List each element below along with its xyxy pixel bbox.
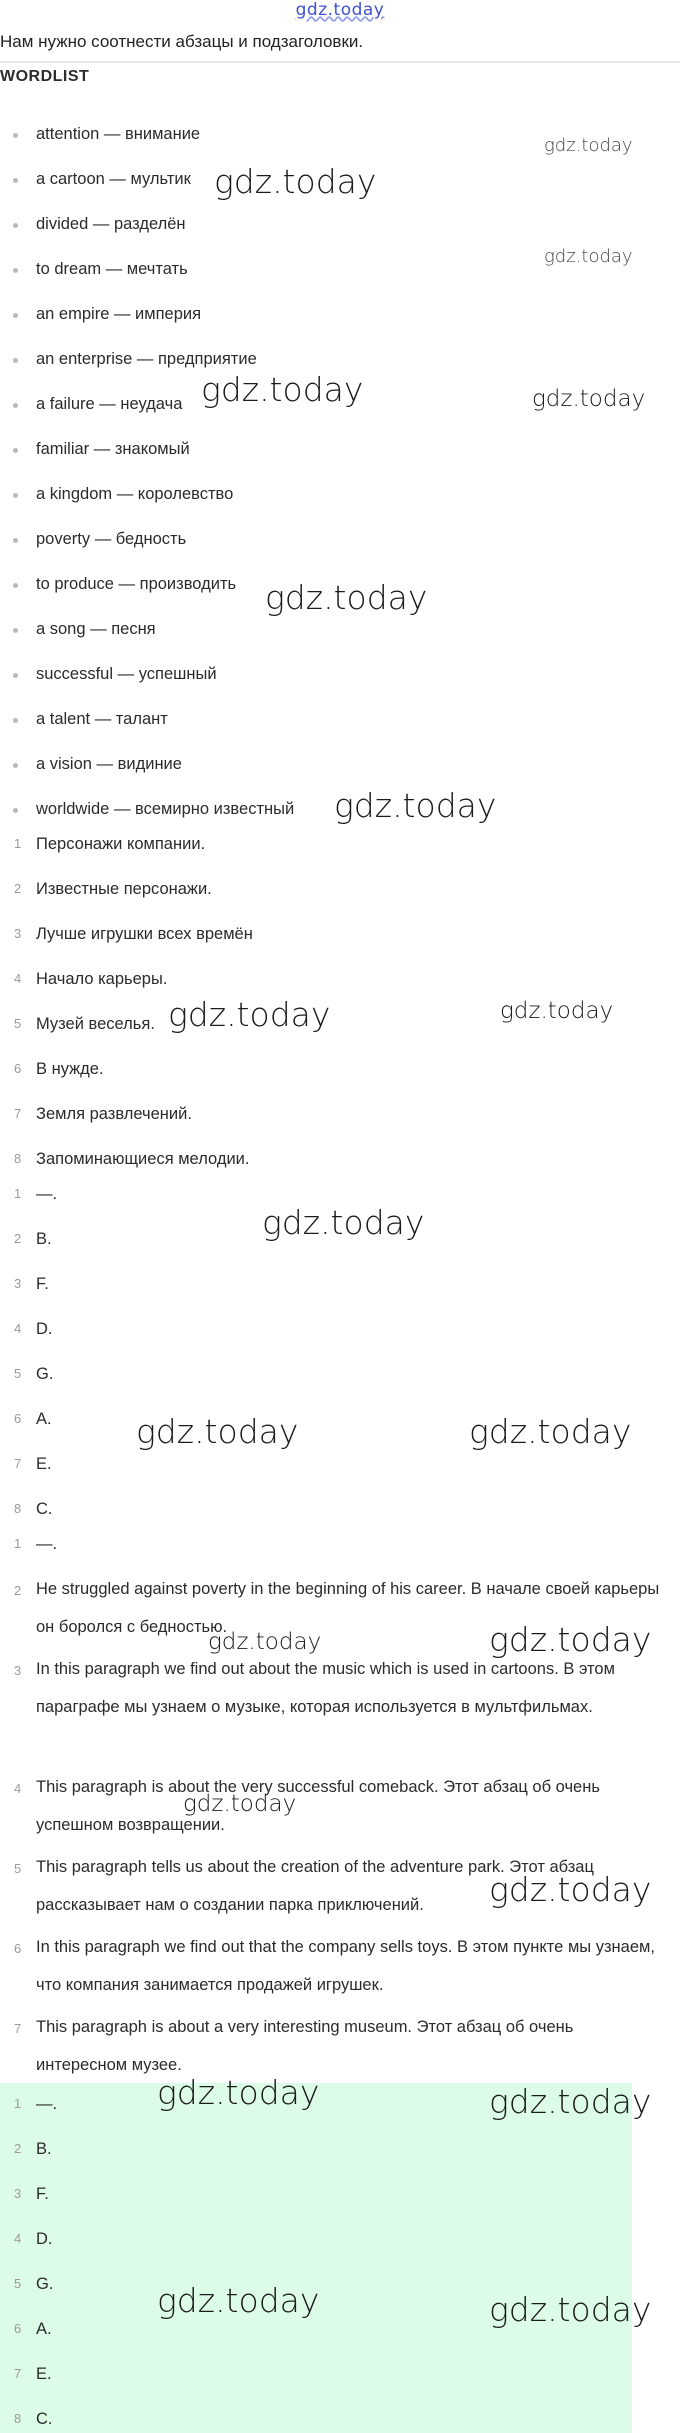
bullet-icon — [13, 583, 18, 588]
item-number: 7 — [14, 1106, 22, 1121]
watermark: gdz.today — [532, 386, 646, 412]
watermark: gdz.today — [201, 370, 364, 409]
watermark: gdz.today — [489, 1870, 652, 1909]
item-number: 8 — [14, 2411, 22, 2426]
watermark: gdz.today — [489, 1620, 652, 1659]
item-number: 4 — [14, 1321, 22, 1336]
answer-item: E. — [36, 2365, 52, 2383]
explanation-item: He struggled against poverty in the beginning of his career. В начале своей карьеры он боролся с бедностью. — [36, 1580, 660, 1636]
bullet-icon — [13, 268, 18, 273]
bullet-icon — [13, 493, 18, 498]
bullet-icon — [13, 358, 18, 363]
watermark: gdz.today — [544, 246, 633, 267]
item-number: 6 — [14, 1941, 22, 1956]
answer-item: E. — [36, 1455, 52, 1473]
watermark: gdz.today — [265, 578, 428, 617]
item-number: 7 — [14, 2366, 22, 2381]
item-number: 3 — [14, 926, 22, 941]
answer-item: D. — [36, 2230, 53, 2248]
explanation-item: This paragraph is about the very successful comeback. Этот абзац об очень успешном возвращении. — [36, 1778, 600, 1834]
item-number: 3 — [14, 2186, 22, 2201]
answer-item: G. — [36, 1365, 54, 1383]
item-number: 6 — [14, 2321, 22, 2336]
watermark: gdz.today — [183, 1791, 297, 1817]
bullet-icon — [13, 808, 18, 813]
bullet-icon — [13, 223, 18, 228]
answer-item: B. — [36, 2140, 52, 2158]
item-number: 7 — [14, 1456, 22, 1471]
item-number: 8 — [14, 1501, 22, 1516]
watermark: gdz.today — [208, 1629, 322, 1655]
bullet-icon — [13, 673, 18, 678]
watermark: gdz.today — [544, 135, 633, 156]
explanation-item: —. — [36, 1535, 58, 1553]
watermark: gdz.today — [500, 998, 614, 1024]
heading-item: Начало карьеры. — [36, 970, 168, 988]
item-number: 1 — [14, 2096, 22, 2111]
item-number: 8 — [14, 1151, 22, 1166]
bullet-icon — [13, 448, 18, 453]
bullet-icon — [13, 133, 18, 138]
watermark: gdz.today — [157, 2073, 320, 2112]
item-number: 4 — [14, 971, 22, 986]
item-number: 5 — [14, 1861, 22, 1876]
heading-item: Земля развлечений. — [36, 1105, 192, 1123]
answer-item: A. — [36, 2320, 52, 2338]
item-number: 2 — [14, 881, 22, 896]
answer-item: A. — [36, 1410, 52, 1428]
item-number: 2 — [14, 1231, 22, 1246]
bullet-icon — [13, 763, 18, 768]
wordlist-title: WORDLIST — [0, 68, 90, 85]
explanation-item: This paragraph is about a very interesting museum. Этот абзац об очень интересном музее. — [36, 2018, 574, 2074]
item-number: 4 — [14, 1781, 22, 1796]
item-number: 7 — [14, 2021, 22, 2036]
answer-item: G. — [36, 2275, 54, 2293]
item-number: 5 — [14, 2276, 22, 2291]
heading-item: Известные персонажи. — [36, 880, 212, 898]
explanation-item: In this paragraph we find out that the company sells toys. В этом пункте мы узнаем, что компания занимается продажей игрушек. — [36, 1938, 655, 1994]
answer-item: F. — [36, 1275, 49, 1293]
item-number: 4 — [14, 2231, 22, 2246]
heading-item: Запоминающиеся мелодии. — [36, 1150, 250, 1168]
answer-item: —. — [36, 2095, 58, 2113]
task-intro: Нам нужно соотнести абзацы и подзаголовки. — [0, 32, 364, 51]
bullet-icon — [13, 718, 18, 723]
watermark: gdz.today — [157, 2281, 320, 2320]
item-number: 6 — [14, 1411, 22, 1426]
bullet-icon — [13, 628, 18, 633]
item-number: 5 — [14, 1016, 22, 1031]
watermark: gdz.today — [334, 786, 497, 825]
item-number: 1 — [14, 1536, 22, 1551]
bullet-icon — [13, 538, 18, 543]
watermark: gdz.today — [214, 162, 377, 201]
explanation-item: In this paragraph we find out about the music which is used in cartoons. В этом параграфе мы узнаем о музыке, которая используется в мультфильмах. — [36, 1660, 615, 1716]
answer-item: C. — [36, 1500, 53, 1518]
bullet-icon — [13, 178, 18, 183]
answer-item: D. — [36, 1320, 53, 1338]
heading-item: Лучше игрушки всех времён — [36, 925, 253, 943]
item-number: 2 — [14, 2141, 22, 2156]
watermark: gdz.today — [489, 2290, 652, 2329]
item-number: 2 — [14, 1583, 22, 1598]
site-logo[interactable]: gdz.today — [295, 0, 385, 20]
answer-item: C. — [36, 2410, 53, 2428]
watermark: gdz.today — [469, 1412, 632, 1451]
watermark: gdz.today — [262, 1203, 425, 1242]
item-number: 1 — [14, 836, 22, 851]
heading-item: Музей веселья. — [36, 1015, 155, 1033]
watermark: gdz.today — [489, 2082, 652, 2121]
answer-item: F. — [36, 2185, 49, 2203]
bullet-icon — [13, 313, 18, 318]
heading-item: В нужде. — [36, 1060, 104, 1078]
answer-item: B. — [36, 1230, 52, 1248]
divider — [0, 61, 680, 63]
item-number: 3 — [14, 1276, 22, 1291]
watermark: gdz.today — [168, 995, 331, 1034]
item-number: 1 — [14, 1186, 22, 1201]
heading-item: Персонажи компании. — [36, 835, 206, 853]
explanation-item: This paragraph tells us about the creation of the adventure park. Этот абзац рассказывает нам о создании парка приключений. — [36, 1858, 594, 1914]
watermark: gdz.today — [136, 1412, 299, 1451]
item-number: 3 — [14, 1663, 22, 1678]
item-number: 6 — [14, 1061, 22, 1076]
item-number: 5 — [14, 1366, 22, 1381]
answer-item: —. — [36, 1185, 58, 1203]
bullet-icon — [13, 403, 18, 408]
